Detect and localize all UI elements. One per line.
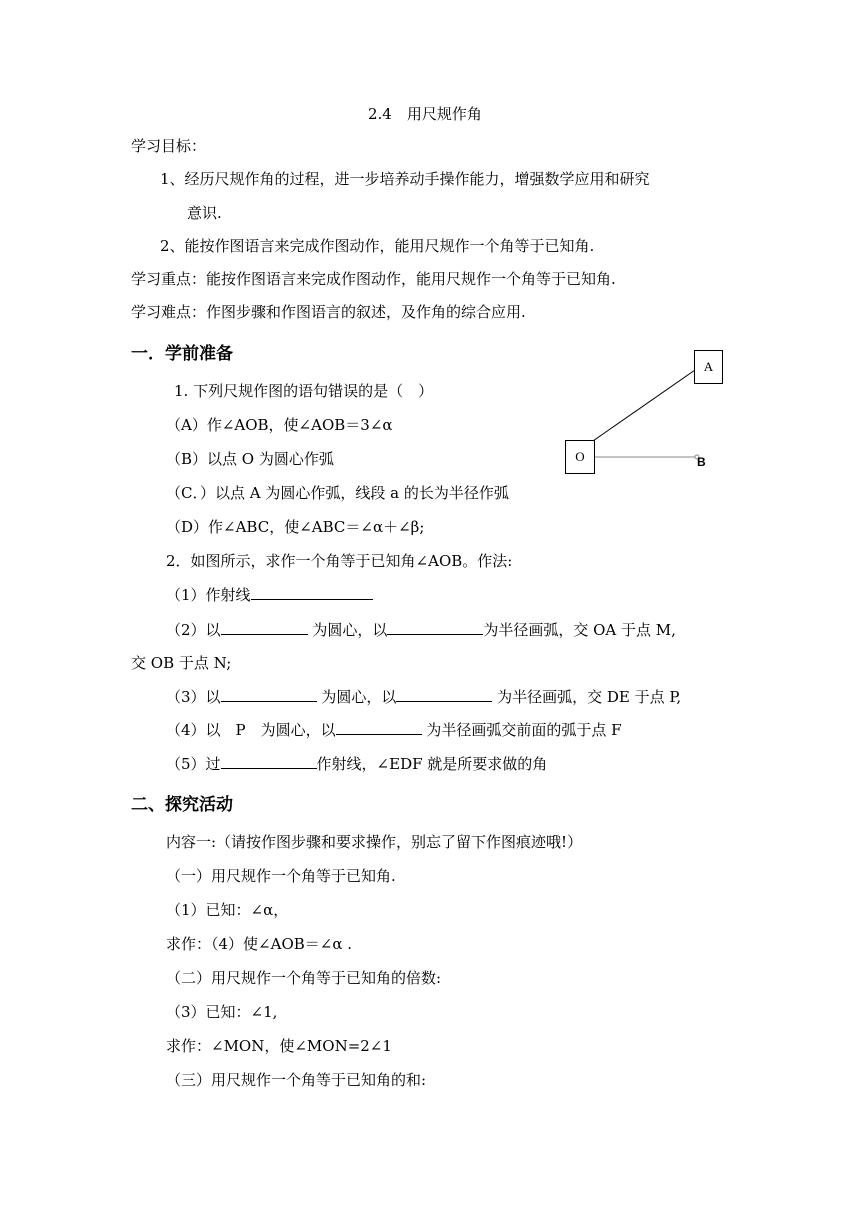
step-5-blank	[221, 754, 317, 769]
question-1-option-d: （D）作∠ABC，使∠ABC＝∠α＋∠β;	[166, 518, 425, 536]
step-1-blank	[251, 585, 373, 600]
step-2-blank-radius	[387, 620, 483, 635]
part-2-title: （二）用尺规作一个角等于已知角的倍数:	[166, 969, 442, 987]
goal-1-line-1: 1、经历尺规作角的过程，进一步培养动手操作能力，增强数学应用和研究	[160, 170, 650, 188]
step-3-blank-center	[221, 687, 317, 702]
content-1: 内容一:（请按作图步骤和要求操作，别忘了留下作图痕迹哦!）	[166, 833, 583, 851]
label-b: B	[697, 455, 706, 469]
part-2-required: 求作：∠MON，使∠MON=2∠1	[166, 1037, 392, 1055]
question-1: 1. 下列尺规作图的语句错误的是（ ）	[174, 382, 434, 400]
question-1-option-b: （B）以点 O 为圆心作弧	[166, 450, 334, 468]
step-2-blank-center	[221, 620, 308, 635]
goals-label: 学习目标：	[131, 137, 207, 155]
label-a: A	[703, 359, 714, 374]
question-1-option-a: （A）作∠AOB，使∠AOB＝3∠α	[166, 416, 393, 434]
step-1: （1）作射线	[166, 585, 373, 605]
step-5: （5）过 作射线，∠EDF 就是所要求做的角	[166, 755, 548, 773]
part-1-known: （1）已知：∠α，	[166, 901, 289, 919]
question-2: 2．如图所示，求作一个角等于已知角∠AOB。作法:	[166, 552, 513, 570]
section-2-heading: 二、探究活动	[131, 795, 233, 815]
difficulty: 学习难点：作图步骤和作图语言的叙述，及作角的综合应用.	[131, 303, 526, 321]
step-4-blank	[336, 720, 422, 735]
goal-2: 2、能按作图语言来完成作图动作，能用尺规作一个角等于已知角.	[160, 237, 595, 255]
step-2-continued: 交 OB 于点 N;	[131, 654, 232, 672]
ray-oa	[590, 370, 695, 443]
step-2: （2）以 为圆心，以 为半径画弧，交 OA 于点 M,	[166, 621, 676, 639]
label-o-box	[565, 440, 595, 474]
page-title: 2.4 用尺规作角	[368, 105, 482, 123]
label-a-box	[694, 350, 723, 384]
part-2-known: （3）已知：∠1,	[166, 1003, 278, 1021]
section-1-heading: 一．学前准备	[131, 344, 233, 364]
key-point: 学习重点：能按作图语言来完成作图动作，能用尺规作一个角等于已知角.	[131, 270, 616, 288]
question-1-option-c: （C．）以点 A 为圆心作弧，线段 a 的长为半径作弧	[166, 484, 509, 502]
step-4: （4）以 P 为圆心，以 为半径画弧交前面的弧于点 F	[166, 721, 622, 739]
goal-1-line-2: 意识.	[187, 204, 222, 222]
step-3-blank-radius	[396, 687, 492, 702]
part-3-title: （三）用尺规作一个角等于已知角的和:	[166, 1071, 427, 1089]
part-1-required: 求作：（4）使∠AOB＝∠α .	[166, 935, 352, 953]
label-o: O	[575, 449, 585, 464]
step-3: （3）以 为圆心，以 为半径画弧，交 DE 于点 P,	[166, 688, 682, 706]
part-1-title: （一）用尺规作一个角等于已知角.	[166, 867, 396, 885]
